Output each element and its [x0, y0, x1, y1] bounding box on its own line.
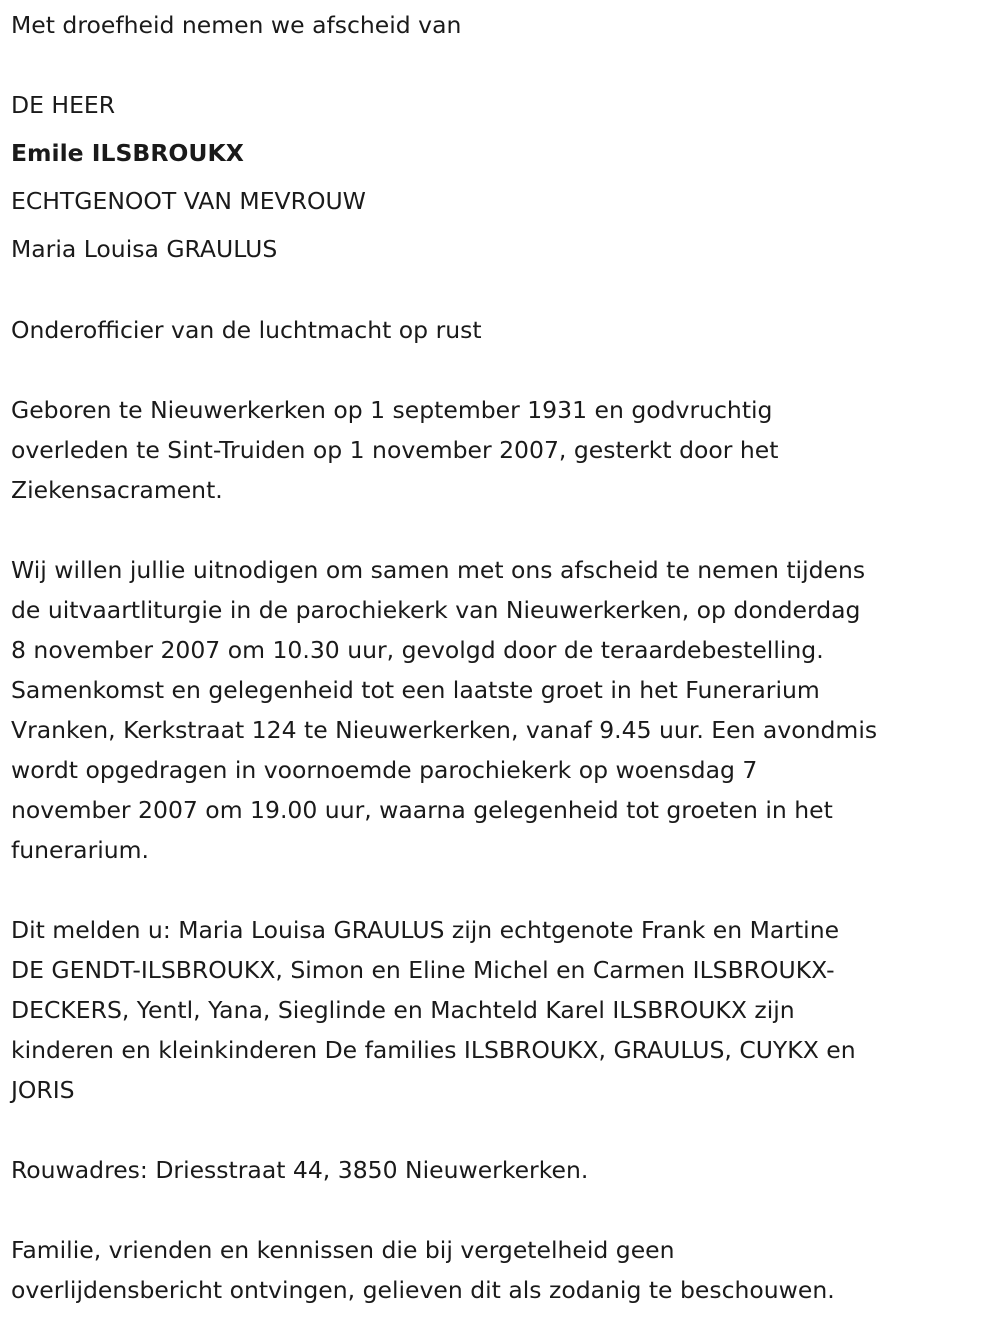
text-line: funerarium. [11, 836, 150, 864]
deceased-name: Emile ILSBROUKX [11, 139, 244, 167]
text-line: wordt opgedragen in voornoemde parochiekerk op woensdag 7 [11, 756, 758, 784]
text-line: Ziekensacrament. [11, 476, 223, 504]
text-line: DE GENDT-ILSBROUKX, Simon en Eline Michel en Carmen ILSBROUKX- [11, 956, 835, 984]
text-line: DECKERS, Yentl, Yana, Sieglinde en Machteld Karel ILSBROUKX zijn [11, 996, 795, 1024]
intro-text: Met droefheid nemen we afscheid van [11, 11, 462, 39]
mourning-address: Rouwadres: Driesstraat 44, 3850 Nieuwerkerken. [11, 1156, 589, 1184]
text-line: Samenkomst en gelegenheid tot een laatste groet in het Funerarium [11, 676, 820, 704]
text-line: de uitvaartliturgie in de parochiekerk van Nieuwerkerken, op donderdag [11, 596, 861, 624]
spouse-label: ECHTGENOOT VAN MEVROUW [11, 187, 366, 215]
text-line: Dit melden u: Maria Louisa GRAULUS zijn echtgenote Frank en Martine [11, 916, 840, 944]
text-line: overlijdensbericht ontvingen, gelieven dit als zodanig te beschouwen. [11, 1276, 835, 1304]
occupation: Onderofficier van de luchtmacht op rust [11, 316, 482, 344]
text-line: 8 november 2007 om 10.30 uur, gevolgd door de teraardebestelling. [11, 636, 824, 664]
text-line: kinderen en kleinkinderen De families ILSBROUKX, GRAULUS, CUYKX en [11, 1036, 856, 1064]
text-line: Vranken, Kerkstraat 124 te Nieuwerkerken, vanaf 9.45 uur. Een avondmis [11, 716, 878, 744]
text-line: overleden te Sint-Truiden op 1 november 2007, gesterkt door het [11, 436, 779, 464]
text-line: november 2007 om 19.00 uur, waarna gelegenheid tot groeten in het [11, 796, 833, 824]
spouse-name: Maria Louisa GRAULUS [11, 235, 278, 263]
text-line: JORIS [11, 1076, 75, 1104]
text-line: Geboren te Nieuwerkerken op 1 september 1931 en godvruchtig [11, 396, 773, 424]
text-line: Wij willen jullie uitnodigen om samen met ons afscheid te nemen tijdens [11, 556, 866, 584]
text-line: Familie, vrienden en kennissen die bij vergetelheid geen [11, 1236, 675, 1264]
title: DE HEER [11, 91, 116, 119]
